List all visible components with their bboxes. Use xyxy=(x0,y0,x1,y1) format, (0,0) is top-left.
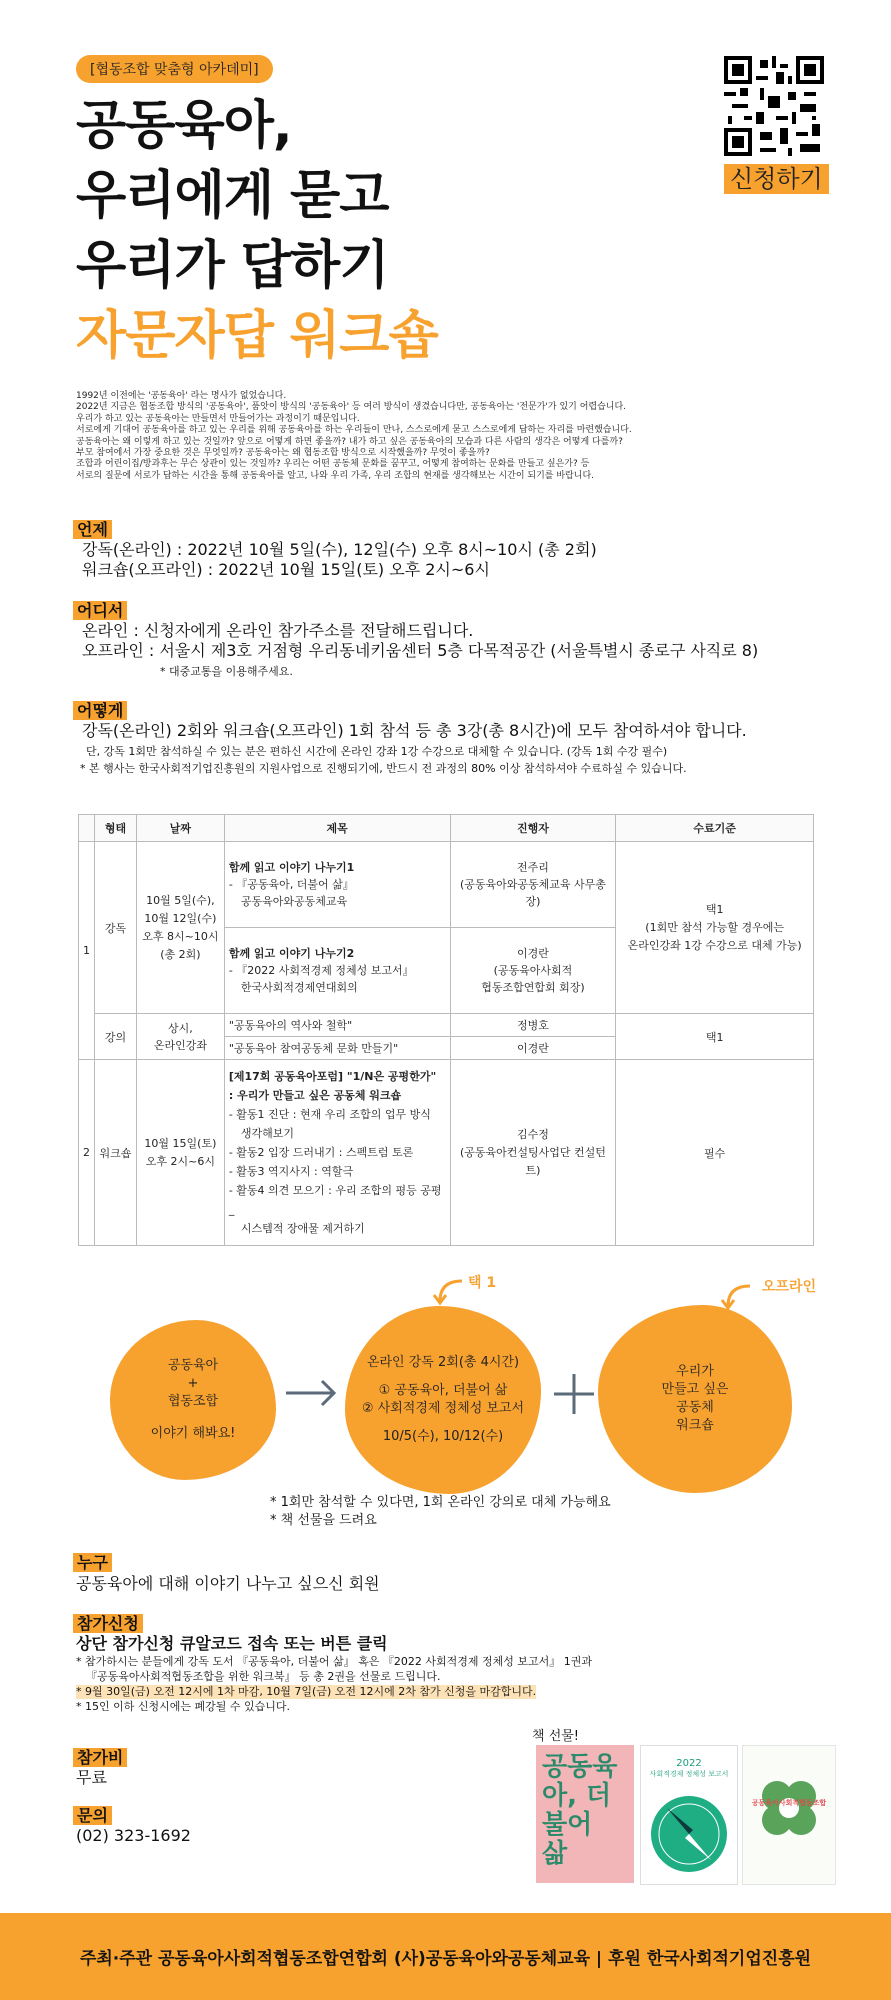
title-highlight: 자문자답 워크숍 xyxy=(76,306,438,366)
clover-icon xyxy=(757,1776,821,1840)
signup-note-1: * 참가하시는 분들에게 강독 도서 『공동육아, 더불어 삶』 혹은 『2022 사회적경제 정체성 보고서』 1권과 xyxy=(76,1655,592,1668)
signup-label: 참가신청 xyxy=(73,1614,143,1633)
signup-headline: 상단 참가신청 큐알코드 접속 또는 버튼 클릭 xyxy=(76,1634,388,1653)
title-line-1: 공동육아, xyxy=(76,96,292,156)
who-text: 공동육아에 대해 이야기 나누고 싶으신 회원 xyxy=(76,1574,380,1593)
when-line-1: 강독(온라인) : 2022년 10월 5일(수), 12일(수) 오후 8시~10시 (총 2회) xyxy=(82,540,597,559)
compass-icon xyxy=(649,1794,729,1874)
offline-tag: 오프라인 xyxy=(762,1279,817,1295)
fee-label: 참가비 xyxy=(73,1748,127,1767)
blob-workshop: 우리가 만들고 싶은 공동체 워크숍 xyxy=(598,1305,792,1493)
plus-icon xyxy=(552,1372,596,1416)
choose-one-tag: 택 1 xyxy=(468,1275,497,1291)
table-row: "공동육아 참여공동체 문화 만들기" 이경란 xyxy=(79,1037,814,1060)
footer-sponsors: 주최·주관 공동육아사회적협동조합연합회 (사)공동육아와공동체교육 | 후원 한국사회적기업진흥원 xyxy=(0,1913,891,2000)
apply-button[interactable]: 신청하기 xyxy=(724,164,829,194)
curved-arrow-icon xyxy=(432,1277,466,1307)
title-line-3: 우리가 답하기 xyxy=(76,236,389,296)
book-gift-label: 책 선물! xyxy=(532,1729,580,1744)
intro-text: 1992년 이전에는 '공동육아' 라는 명사가 없었습니다. 2022년 지금은 협동조합 방식의 '공동육아', 품앗이 방식의 '공동육아' 등 여러 방식이 생겼습니다만, 공동육아는 '전문가'가 있기 어렵습니다. 우리가 하고 있는 공동육아는 만들면서 만들어가는 과정이기 때문입니다. 서로에게 기대어 공동육아를 하고 있는 우리를 위해 공동육아를 하는 우리들이 만나, 스스로에게 묻고 스스로에게 답하는 자리를 마련했습니다. 공동육아는 왜 이렇게 하고 있는 것일까? 앞으로 어떻게 하면 좋을까? 내가 하고 싶은 공동육아의 모습과 다른 사람의 생각은 어떻게 다를까? 부모 참여에서 가장 중요한 것은 무엇일까? 공동육아는 왜 협동조합 방식으로 시작했을까? 무엇이 좋을까? 조합과 어린이집/방과후는 무슨 상관이 있는 것일까? 우리는 어떤 공동체 문화를 꿈꾸고, 어떻게 참여하는 문화를 만들고 싶은가? 등 서로의 질문에 서로가 답하는 시간을 통해 공동육아를 알고, 나와 우리 가족, 우리 조합의 현재를 생각해보는 시간이 되기를 바랍니다. xyxy=(76,391,632,481)
table-row: 함께 읽고 이야기 나누기2 - 『2022 사회적경제 정체성 보고서』 한국사회적경제연대회의 이경란 (공동육아사회적 협동조합연합회 회장) xyxy=(79,928,814,1014)
how-label: 어떻게 xyxy=(73,701,127,720)
who-label: 누구 xyxy=(73,1553,112,1572)
when-line-2: 워크숍(오프라인) : 2022년 10월 15일(토) 오후 2시~6시 xyxy=(82,560,490,579)
where-line-2: 오프라인 : 서울시 제3호 거점형 우리동네키움센터 5층 다목적공간 (서울특별시 종로구 사직로 8) xyxy=(82,641,759,660)
table-row: 1 강독 10월 5일(수), 10월 12일(수) 오후 8시~10시 (총 2회) 함께 읽고 이야기 나누기1 - 『공동육아, 더불어 삶』 공동육아와공동체교육 전주리 (공동육아와공동체교육 사무총장) 택1 (1회만 참석 가능할 경우에는 온라인강좌 1강 수강으로 대체 가능) xyxy=(79,842,814,928)
signup-note-2: 『공동육아사회적협동조합을 위한 워크북』 등 총 2권을 선물로 드립니다. xyxy=(86,1670,441,1683)
when-label: 언제 xyxy=(73,520,112,539)
where-note: * 대중교통을 이용해주세요. xyxy=(160,665,293,678)
contact-label: 문의 xyxy=(73,1806,112,1825)
where-line-1: 온라인 : 신청자에게 온라인 참가주소를 전달해드립니다. xyxy=(82,621,474,640)
table-row: 2 워크숍 10월 15일(토) 오후 2시~6시 [제17회 공동육아포럼] "1/N은 공평한가" : 우리가 만들고 싶은 공동체 워크숍 - 활동1 진단 : 현재 우리 조합의 업무 방식 생각해보기 - 활동2 입장 드러내기 : 스펙트럼 토론 - 활동3 역지사지 : 역할극 - 활동4 의견 모으기 : 우리 조합의 평등 공평_ 시스템적 장애물 제거하기 김수정 (공동육아컨설팅사업단 컨설턴트) 필수 xyxy=(79,1060,814,1246)
qr-code-icon[interactable] xyxy=(724,56,824,156)
how-main: 강독(온라인) 2회와 워크숍(오프라인) 1회 참석 등 총 3강(총 8시간)에 모두 참여하셔야 합니다. xyxy=(82,721,747,740)
diagram-notes: * 1회만 참석할 수 있다면, 1회 온라인 강의로 대체 가능해요 * 책 선물을 드려요 xyxy=(270,1495,611,1528)
blob-online-reading: 온라인 강독 2회(총 4시간) ① 공동육아, 더불어 삶 ② 사회적경제 정체성 보고서 10/5(수), 10/12(수) xyxy=(345,1306,541,1494)
table-header-row: 형태 날짜 제목 진행자 수료기준 xyxy=(79,815,814,842)
book-cover-1: 공동육아, 더불어 삶 xyxy=(536,1745,634,1883)
schedule-table xyxy=(78,814,814,1246)
signup-deadline: * 9월 30일(금) 오전 12시에 1차 마감, 10월 7일(금) 오전 12시에 2차 참가 신청을 마감합니다. xyxy=(76,1685,537,1698)
signup-note-3: * 15인 이하 신청시에는 폐강될 수 있습니다. xyxy=(76,1700,290,1713)
how-note-2: * 본 행사는 한국사회적기업진흥원의 지원사업으로 진행되기에, 반드시 전 과정의 80% 이상 참석하셔야 수료하실 수 있습니다. xyxy=(80,762,687,775)
arrow-right-icon xyxy=(284,1378,340,1408)
fee-text: 무료 xyxy=(76,1768,107,1787)
where-label: 어디서 xyxy=(73,601,127,620)
title-line-2: 우리에게 묻고 xyxy=(76,166,389,226)
book-cover-3: 공동육아사회적협동조합 xyxy=(742,1745,836,1885)
table-row: 강의 상시, 온라인강좌 "공동육아의 역사와 철학" 정병호 택1 xyxy=(79,1014,814,1037)
curved-arrow-icon xyxy=(720,1282,754,1312)
contact-text: (02) 323-1692 xyxy=(76,1826,191,1845)
blob-community: 공동육아 + 협동조합 이야기 해봐요! xyxy=(110,1320,276,1480)
book-cover-2: 2022 사회적경제 정체성 보고서 xyxy=(640,1745,738,1885)
how-note-1: 단, 강독 1회만 참석하실 수 있는 분은 편하신 시간에 온라인 강좌 1강 수강으로 대체할 수 있습니다. (강독 1회 수강 필수) xyxy=(86,745,668,758)
academy-tag: [협동조합 맞춤형 아카데미] xyxy=(76,55,273,83)
